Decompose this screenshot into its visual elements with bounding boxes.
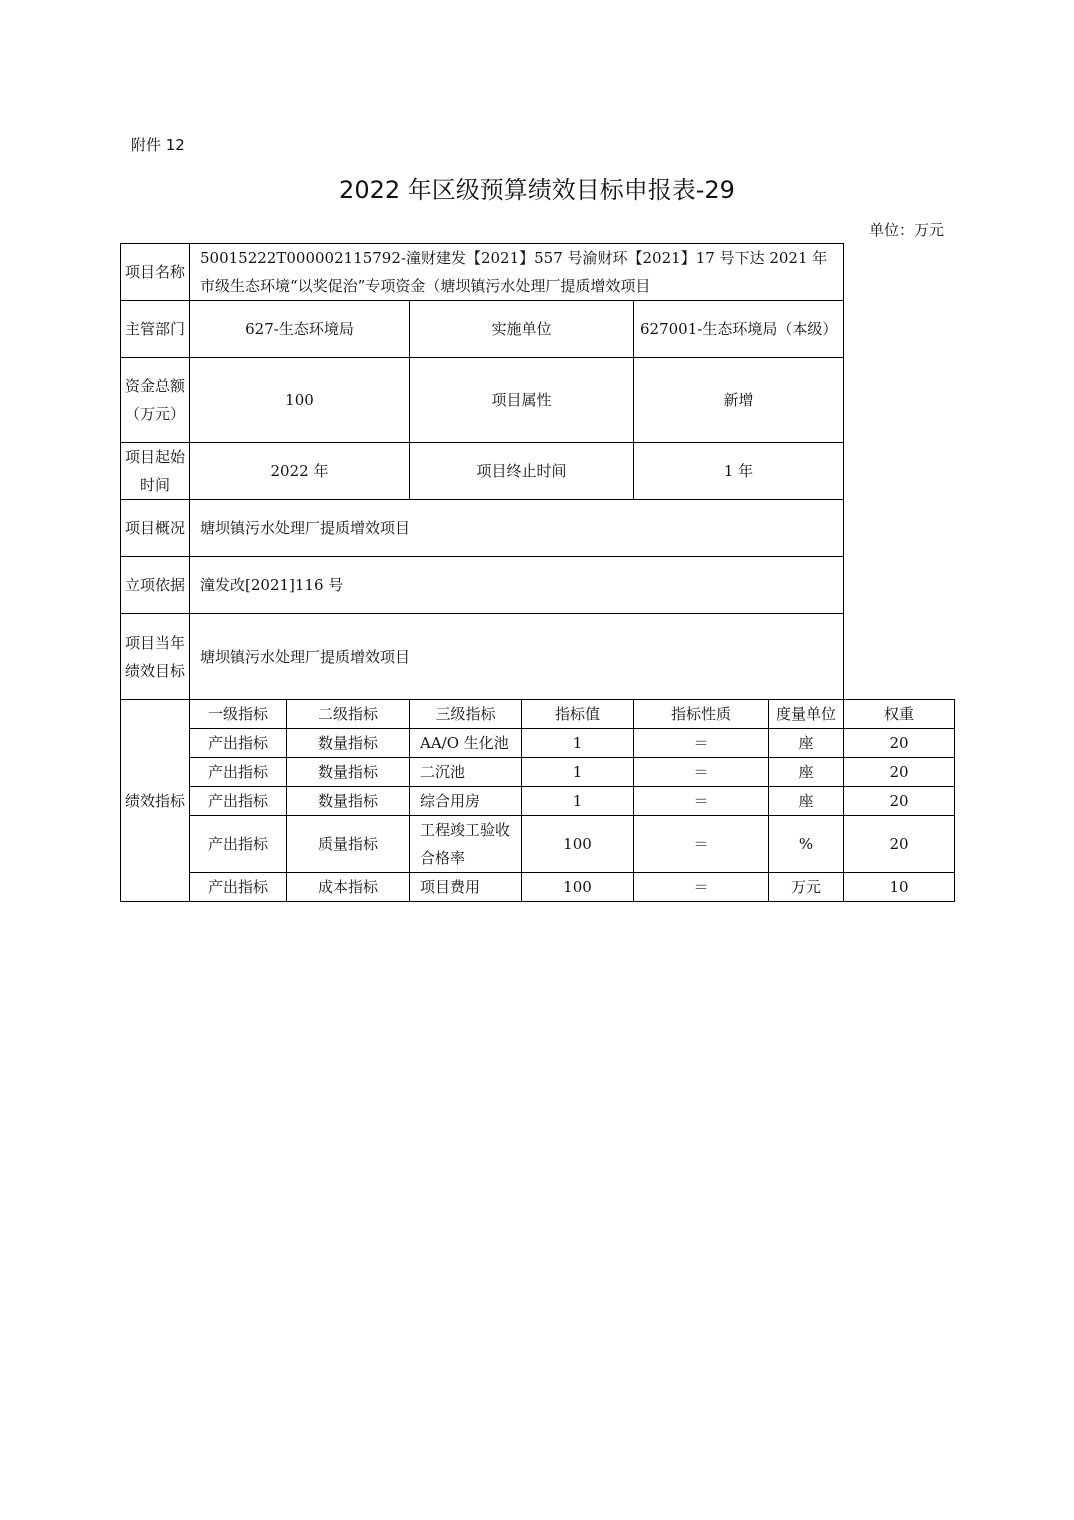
- indicator-header: 权重: [844, 700, 955, 729]
- unit-label: 单位：万元: [868, 221, 944, 239]
- indicator-cell: 座: [769, 758, 844, 787]
- attachment-label: 附件 12: [131, 136, 185, 154]
- start-value: 2022 年: [190, 443, 410, 500]
- indicator-cell: 万元: [769, 873, 844, 902]
- indicator-cell: 产出指标: [190, 873, 287, 902]
- indicator-cell: ＝: [634, 787, 769, 816]
- indicator-cell: 100: [522, 873, 634, 902]
- indicator-header: 度量单位: [769, 700, 844, 729]
- indicator-cell: 20: [844, 729, 955, 758]
- overview-label: 项目概况: [121, 500, 190, 557]
- indicator-cell: AA/O 生化池: [410, 729, 522, 758]
- goal-value: 塘坝镇污水处理厂提质增效项目: [190, 614, 844, 700]
- budget-form-table: [120, 243, 955, 902]
- indicator-cell: 数量指标: [287, 758, 410, 787]
- impl-value: 627001-生态环境局（本级）: [634, 301, 844, 358]
- indicator-cell: 座: [769, 729, 844, 758]
- indicator-header: 二级指标: [287, 700, 410, 729]
- indicator-cell: ＝: [634, 873, 769, 902]
- indicator-cell: 1: [522, 729, 634, 758]
- indicator-cell: 产出指标: [190, 816, 287, 873]
- indicator-cell: ＝: [634, 758, 769, 787]
- basis-label: 立项依据: [121, 557, 190, 614]
- indicator-cell: 20: [844, 787, 955, 816]
- overview-value: 塘坝镇污水处理厂提质增效项目: [190, 500, 844, 557]
- indicator-cell: 20: [844, 758, 955, 787]
- indicator-header: 指标性质: [634, 700, 769, 729]
- goal-label: 项目当年绩效目标: [121, 614, 190, 700]
- indicator-cell: 产出指标: [190, 729, 287, 758]
- start-label: 项目起始时间: [121, 443, 190, 500]
- indicator-cell: 数量指标: [287, 729, 410, 758]
- indicator-cell: 二沉池: [410, 758, 522, 787]
- indicator-cell: ＝: [634, 816, 769, 873]
- indicator-cell: 项目费用: [410, 873, 522, 902]
- indicator-cell: 1: [522, 787, 634, 816]
- indicator-cell: 工程竣工验收合格率: [410, 816, 522, 873]
- indicator-cell: 100: [522, 816, 634, 873]
- fund-value: 100: [190, 358, 410, 443]
- attr-label: 项目属性: [410, 358, 634, 443]
- project-name-label: 项目名称: [121, 244, 190, 301]
- indicator-header: 一级指标: [190, 700, 287, 729]
- impl-label: 实施单位: [410, 301, 634, 358]
- attr-value: 新增: [634, 358, 844, 443]
- indicator-cell: 数量指标: [287, 787, 410, 816]
- dept-label: 主管部门: [121, 301, 190, 358]
- indicator-header: 指标值: [522, 700, 634, 729]
- indicator-cell: 20: [844, 816, 955, 873]
- indicators-label: 绩效指标: [121, 700, 190, 902]
- project-name: 50015222T000002115792-潼财建发【2021】557 号渝财环【2021】17 号下达 2021 年市级生态环境“以奖促治”专项资金（塘坝镇污水处理厂提质增效项目: [190, 244, 844, 301]
- indicator-cell: 成本指标: [287, 873, 410, 902]
- indicator-cell: %: [769, 816, 844, 873]
- end-label: 项目终止时间: [410, 443, 634, 500]
- basis-value: 潼发改[2021]116 号: [190, 557, 844, 614]
- page-title: 2022 年区级预算绩效目标申报表-29: [339, 176, 735, 204]
- dept-value: 627-生态环境局: [190, 301, 410, 358]
- indicator-cell: 座: [769, 787, 844, 816]
- indicator-cell: ＝: [634, 729, 769, 758]
- indicator-header: 三级指标: [410, 700, 522, 729]
- indicator-cell: 产出指标: [190, 787, 287, 816]
- indicator-cell: 10: [844, 873, 955, 902]
- indicator-cell: 综合用房: [410, 787, 522, 816]
- end-value: 1 年: [634, 443, 844, 500]
- indicator-cell: 质量指标: [287, 816, 410, 873]
- indicator-cell: 1: [522, 758, 634, 787]
- fund-label: 资金总额（万元）: [121, 358, 190, 443]
- indicator-cell: 产出指标: [190, 758, 287, 787]
